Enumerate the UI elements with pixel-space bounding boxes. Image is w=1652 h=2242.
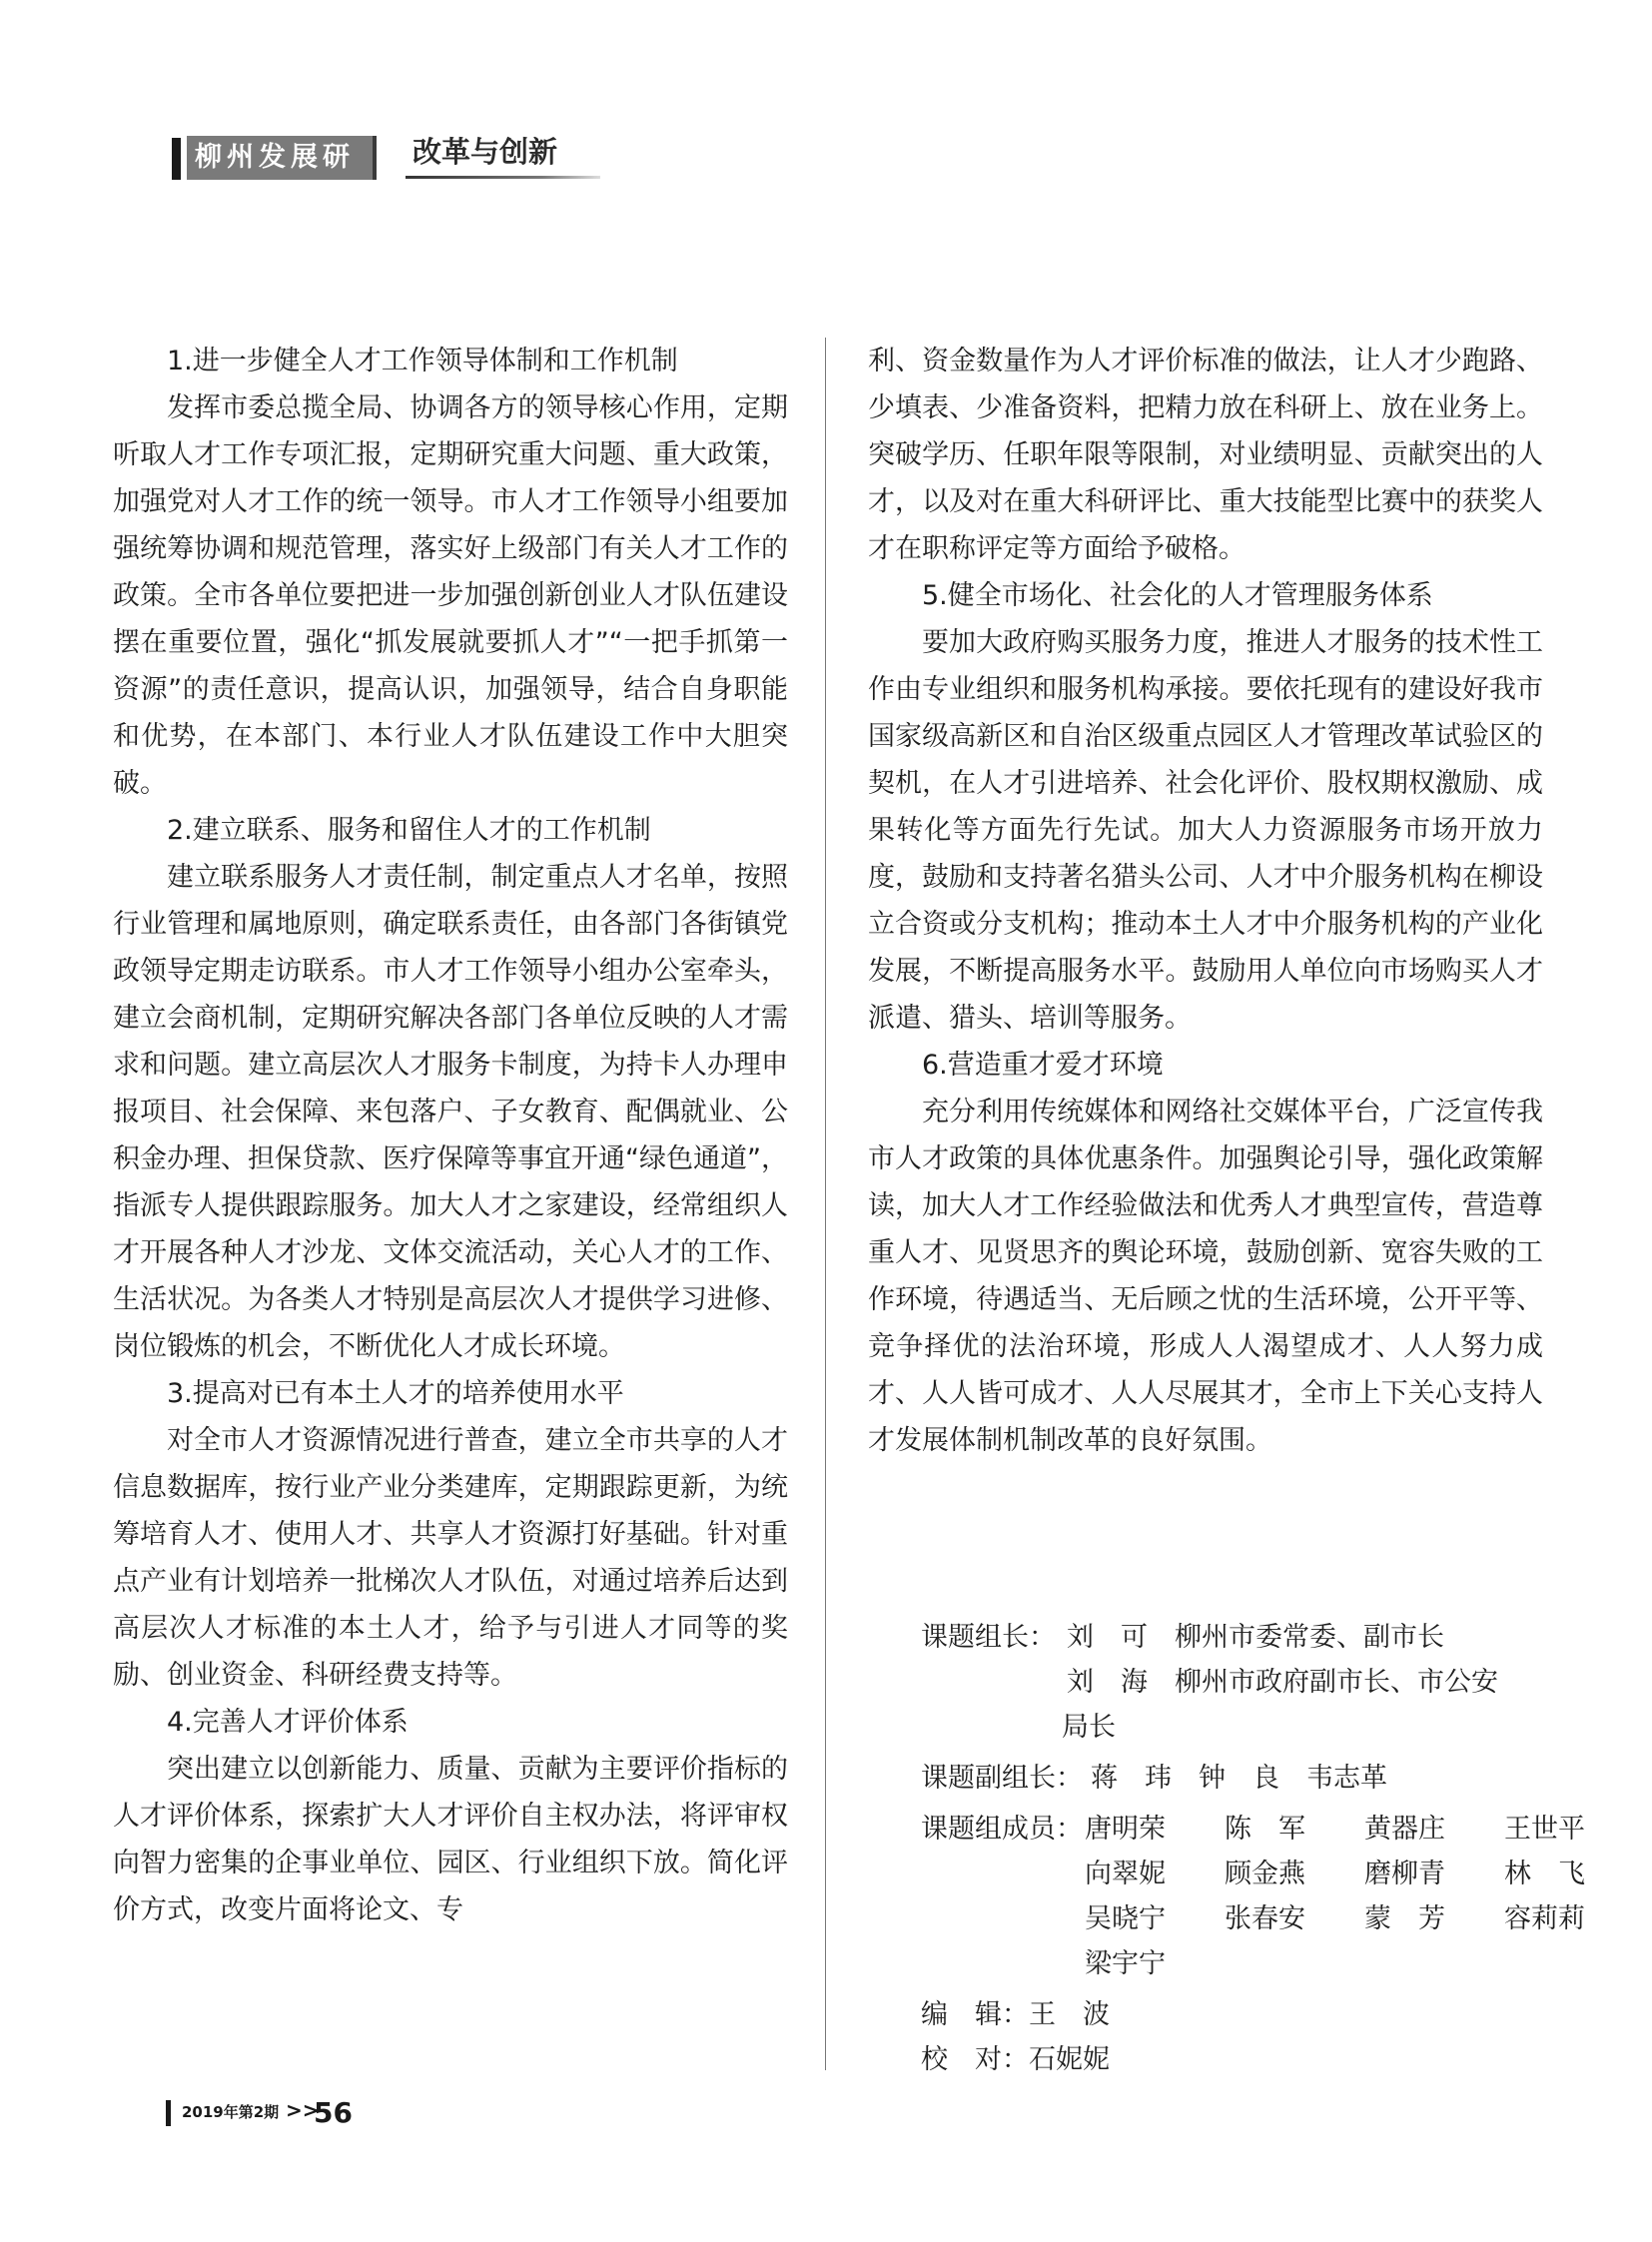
heading-1: 1.进一步健全人才工作领导体制和工作机制 bbox=[167, 346, 678, 376]
issue-label: 2019年第2期 bbox=[182, 2103, 280, 2121]
heading-3: 3.提高对已有本土人才的培养使用水平 bbox=[167, 1378, 624, 1409]
heading-4: 4.完善人才评价体系 bbox=[167, 1707, 409, 1738]
members-row-1 bbox=[921, 1807, 1585, 1852]
credits-block bbox=[921, 1615, 1585, 2082]
member-name: 张春安 bbox=[1225, 1903, 1305, 1934]
paragraph-1: 发挥市委总揽全局、协调各方的领导核心作用，定期听取人才工作专项汇报，定期研究重大问题、重大政策，加强党对人才工作的统一领导。市人才工作领导小组要加强统筹协调和规范管理，落实好上级部门有关人才工作的政策。全市各单位要把进一步加强创新创业人才队伍建设摆在重要位置，强化“抓发展就要抓人才”“一把手抓第一资源”的责任意识，提高认识，加强领导，结合自身职能和优势，在本部门、本行业人才队伍建设工作中大胆突破。 bbox=[113, 392, 788, 799]
member-name: 陈 军 bbox=[1225, 1814, 1305, 1845]
proof-label: 校 对： bbox=[921, 2044, 1029, 2075]
member-name: 容莉莉 bbox=[1504, 1903, 1585, 1934]
column-divider bbox=[825, 338, 826, 2070]
paragraph-5: 要加大政府购买服务力度，推进人才服务的技术性工作由专业组织和服务机构承接。要依托现有的建设好我市国家级高新区和自治区级重点园区人才管理改革试验区的契机，在人才引进培养、社会化评价、股权期权激励、成果转化等方面先行先试。加大人力资源服务市场开放力度，鼓励和支持著名猎头公司、人才中介服务机构在柳设立合资或分支机构；推动本土人才中介服务机构的产业化发展，不断提高服务水平。鼓励用人单位向市场购买人才派遣、猎头、培训等服务。 bbox=[868, 627, 1543, 1034]
member-name: 唐明荣 bbox=[1085, 1814, 1166, 1845]
member-group-4 bbox=[1085, 1941, 1225, 1986]
journal-title: 柳州发展研究 bbox=[187, 136, 377, 180]
member-group-2 bbox=[1085, 1852, 1644, 1896]
section-title: 改革与创新 bbox=[413, 135, 558, 169]
deputy-names: 蒋 玮 钟 良 韦志革 bbox=[1091, 1763, 1387, 1794]
double-arrow-icon: >> bbox=[286, 2098, 320, 2122]
proof-row bbox=[921, 2037, 1560, 2082]
paragraph-6: 充分利用传统媒体和网络社交媒体平台，广泛宣传我市人才政策的具体优惠条件。加强舆论引导，强化政策解读，加大人才工作经验做法和优秀人才典型宣传，营造尊重人才、见贤思齐的舆论环境，鼓励创新、宽容失败的工作环境，待遇适当、无后顾之忧的生活环境，公开平等、竞争择优的法治环境，形成人人渴望成才、人人努力成才、人人皆可成才、人人尽展其才，全市上下关心支持人才发展体制机制改革的良好氛围。 bbox=[868, 1097, 1543, 1456]
page-number: 56 bbox=[314, 2096, 353, 2129]
header-bar bbox=[172, 138, 181, 180]
members-row-2 bbox=[921, 1852, 1585, 1896]
footer-bar bbox=[166, 2100, 171, 2126]
leader-row-2 bbox=[921, 1660, 1560, 1705]
members-label: 课题组成员： bbox=[921, 1814, 1083, 1845]
member-name: 顾金燕 bbox=[1225, 1859, 1305, 1889]
leader-1: 刘 可 柳州市委常委、副市长 bbox=[1067, 1622, 1444, 1653]
heading-2: 2.建立联系、服务和留住人才的工作机制 bbox=[167, 815, 651, 846]
leader-row-3 bbox=[921, 1705, 1560, 1750]
member-name: 梁宇宁 bbox=[1085, 1948, 1166, 1979]
member-name: 王世平 bbox=[1504, 1814, 1585, 1845]
members-row-4 bbox=[921, 1941, 1560, 1986]
section-underline bbox=[406, 176, 600, 179]
proofreader-name: 石妮妮 bbox=[1029, 2044, 1110, 2075]
member-name: 林 飞 bbox=[1504, 1859, 1585, 1889]
member-name: 吴晓宁 bbox=[1085, 1903, 1166, 1934]
paragraph-3: 对全市人才资源情况进行普查，建立全市共享的人才信息数据库，按行业产业分类建库，定期跟踪更新，为统筹培育人才、使用人才、共享人才资源打好基础。针对重点产业有计划培养一批梯次人才队伍，对通过培养后达到高层次人才标准的本土人才，给予与引进人才同等的奖励、创业资金、科研经费支持等。 bbox=[113, 1425, 788, 1691]
heading-6: 6.营造重才爱才环境 bbox=[922, 1050, 1164, 1081]
paragraph-2: 建立联系服务人才责任制，制定重点人才名单，按照行业管理和属地原则，确定联系责任，由各部门各街镇党政领导定期走访联系。市人才工作领导小组办公室牵头，建立会商机制，定期研究解决各部门各单位反映的人才需求和问题。建立高层次人才服务卡制度，为持卡人办理申报项目、社会保障、来包落户、子女教育、配偶就业、公积金办理、担保贷款、医疗保障等事宜开通“绿色通道”，指派专人提供跟踪服务。加大人才之家建设，经常组织人才开展各种人才沙龙、文体交流活动，关心人才的工作、生活状况。为各类人才特别是高层次人才提供学习进修、岗位锻炼的机会，不断优化人才成长环境。 bbox=[113, 862, 788, 1362]
member-group-3 bbox=[1085, 1896, 1644, 1941]
members-row-3 bbox=[921, 1896, 1585, 1941]
deputy-label: 课题副组长： bbox=[921, 1763, 1083, 1794]
leader-row bbox=[921, 1615, 1560, 1660]
heading-5: 5.健全市场化、社会化的人才管理服务体系 bbox=[922, 580, 1433, 611]
deputy-row bbox=[921, 1756, 1560, 1801]
paragraph-4-continued: 利、资金数量作为人才评价标准的做法，让人才少跑路、少填表、少准备资料，把精力放在科研上、放在业务上。突破学历、任职年限等限制，对业绩明显、贡献突出的人才，以及对在重大科研评比、重大技能型比赛中的获奖人才在职称评定等方面给予破格。 bbox=[868, 346, 1543, 564]
editor-name: 王 波 bbox=[1029, 1999, 1110, 2030]
member-name: 黄器庄 bbox=[1364, 1814, 1445, 1845]
member-name: 磨柳青 bbox=[1364, 1859, 1445, 1889]
paragraph-4: 突出建立以创新能力、质量、贡献为主要评价指标的人才评价体系，探索扩大人才评价自主权办法，将评审权向智力密集的企事业单位、园区、行业组织下放。简化评价方式，改变片面将论文、专 bbox=[113, 1754, 788, 1925]
member-name: 向翠妮 bbox=[1085, 1859, 1166, 1889]
right-column bbox=[868, 338, 1543, 1464]
editor-label: 编 辑： bbox=[921, 1999, 1029, 2030]
member-group-1 bbox=[1085, 1807, 1644, 1852]
editor-row bbox=[921, 1992, 1560, 2037]
leader-2: 刘 海 柳州市政府副市长、市公安 bbox=[1067, 1667, 1498, 1698]
leader-label: 课题组长： bbox=[921, 1622, 1056, 1653]
member-name: 蒙 芳 bbox=[1364, 1903, 1445, 1934]
leader-2-cont: 局长 bbox=[1062, 1712, 1116, 1743]
left-column bbox=[113, 338, 788, 1933]
